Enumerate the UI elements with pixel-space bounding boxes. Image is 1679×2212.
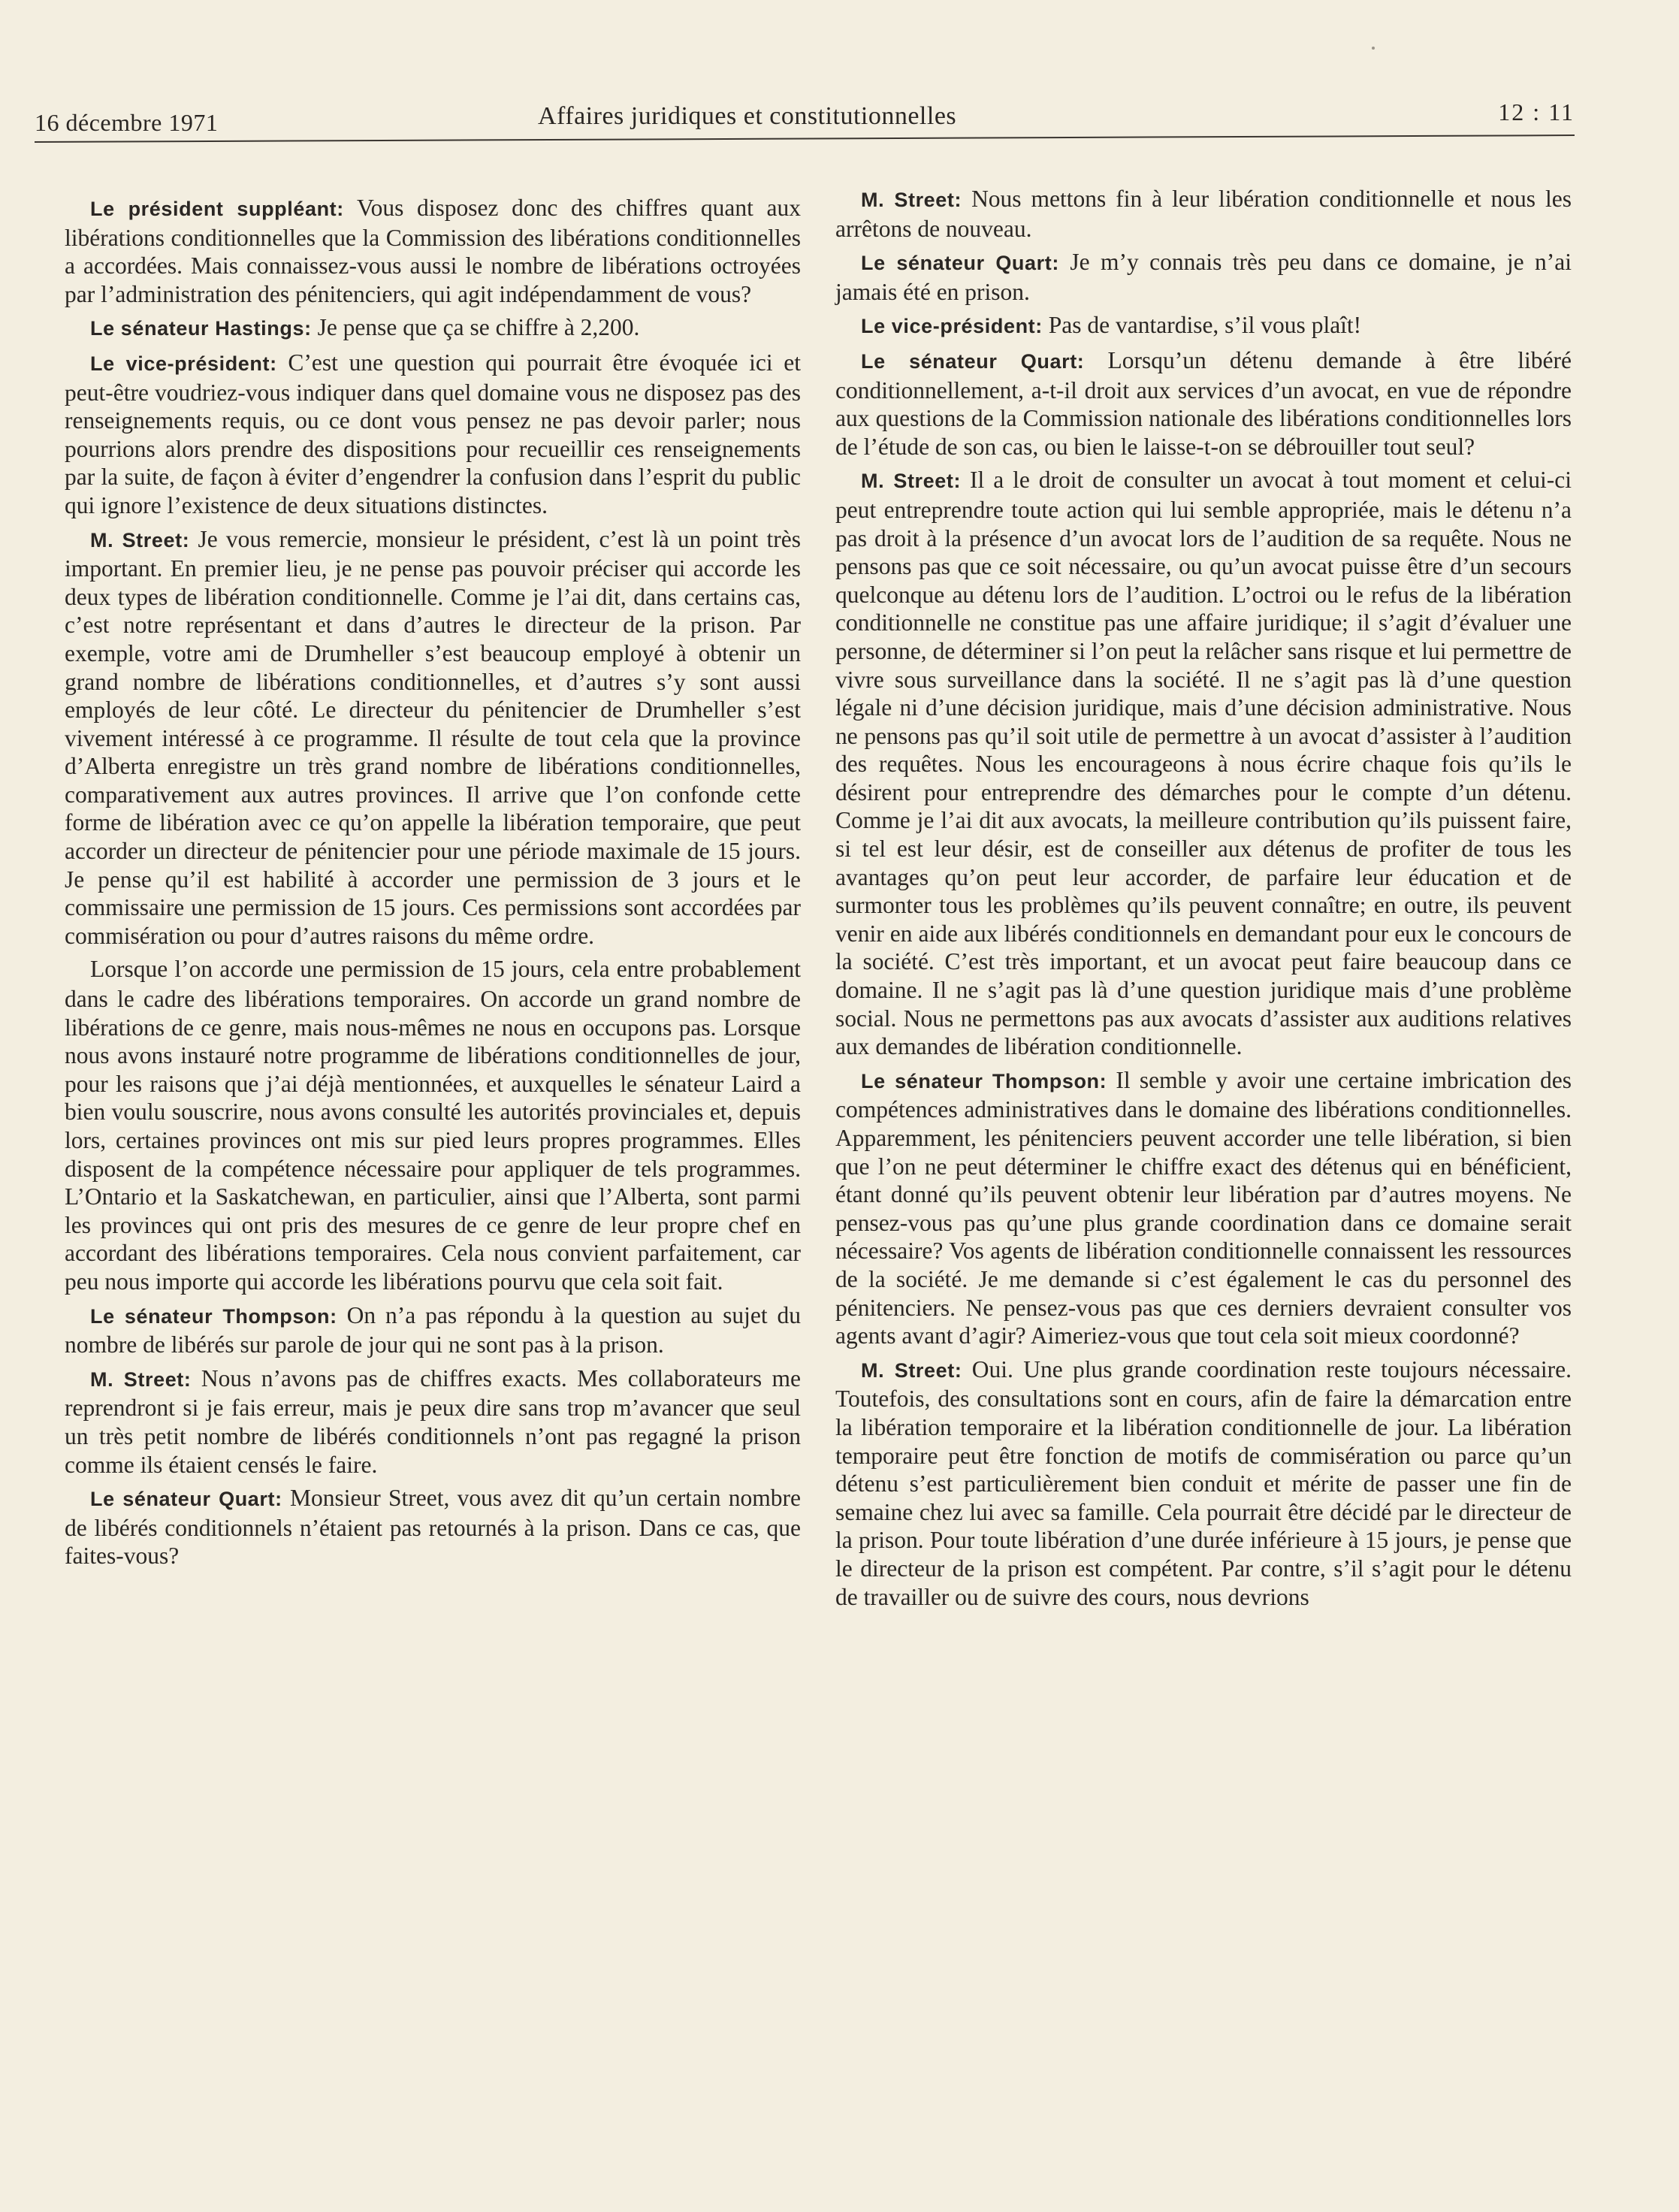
- speech-text: Pas de vantardise, s’il vous plaît!: [1042, 312, 1362, 339]
- speech-text: Je m’y connais très peu dans ce domaine, je n’ai jamais été en prison.: [835, 249, 1572, 305]
- speaker-name: Le sénateur Thompson:: [90, 1304, 337, 1328]
- speech-text: Nous n’avons pas de chiffres exacts. Mes collaborateurs me reprendront si je fais erreur, mais je peux dire sans trop m’avancer que seul un très petit nombre de libérés conditionnels n’ont pas regagné la prison comme ils étaient censés le faire.: [65, 1364, 801, 1478]
- paragraph: [835, 1355, 1572, 1611]
- speech-text: Monsieur Street, vous avez dit qu’un certain nombre de libérés conditionnels n’étaient pas retournés à la prison. Dans ce cas, que faites-vous?: [65, 1485, 801, 1570]
- speech-text: Je pense que ça se chiffre à 2,200.: [311, 314, 640, 341]
- paragraph: [65, 955, 801, 1295]
- header-rule: [35, 134, 1575, 143]
- paragraph: [65, 1301, 801, 1359]
- speech-text: Vous disposez donc des chiffres quant aux libérations conditionnelles que la Commission des libérations conditionnelles a accordées. Mais connaissez-vous aussi le nombre de libérations octroyées par l’administration des pénitenciers, qui agit indépendamment de vous?: [65, 195, 802, 307]
- speaker-name: Le sénateur Quart:: [90, 1488, 282, 1511]
- speech-text: Lorsque l’on accorde une permission de 15 jours, cela entre probablement dans le cadre des libérations temporaires. On accorde un grand nombre de libérations de ce genre, mais nous-mêmes ne nous en occupons pas. Lorsque nous avons instauré notre programme de libérations conditionnelles de jour, pour les raisons que j’ai déjà mentionnées, et auxquelles le sénateur Laird a bien voulu souscrire, nous avons consulté les autorités provinciales et, depuis lors, certaines provinces ont mis sur pied leurs propres programmes. Elles disposent de la compétence nécessaire pour appliquer de tels programmes. L’Ontario et la Saskatchewan, en particulier, ainsi que l’Alberta, sont parmi les provinces qui ont pris des mesures de ce genre de leur propre chef en accordant des libérations temporaires. Cela nous convient parfaitement, car peu nous importe qui accorde les libérations pourvu que cela soit fait.: [65, 956, 801, 1295]
- paragraph: [65, 349, 801, 520]
- paragraph: [65, 1484, 801, 1570]
- speaker-name: Le sénateur Quart:: [861, 252, 1059, 275]
- speaker-name: M. Street:: [861, 189, 962, 211]
- left-column: [65, 194, 801, 1576]
- speaker-name: Le sénateur Thompson:: [861, 1069, 1107, 1092]
- speaker-name: M. Street:: [861, 470, 962, 493]
- speech-text: Il a le droit de consulter un avocat à tout moment et celui-ci peut entreprendre toute action qui lui semble appropriée, mais le détenu n’a pas droit à la présence d’un avocat lors de l’audition de sa requête. Nous ne pensons pas que ce soit nécessaire, ou qu’un avocat puisse être d’un secours quelconque au détenu lors de l’audition. L’octroi ou le refus de la libération conditionnelle ne constitue pas une affaire juridique; il s’agit d’évaluer une personne, de déterminer si l’on peut la relâcher sans risque et lui permettre de vivre sous surveillance dans la société. Il ne s’agit pas là d’une question légale ni d’une décision juridique, mais d’une décision administrative. Nous ne pensons pas qu’il soit utile de permettre à un avocat d’assister à l’audition des requêtes. Nous les encourageons à nous écrire chaque fois qu’ils le désirent pour entreprendre des démarches pour le compte d’un détenu. Comme je l’ai dit aux avocats, la meilleure contribution qu’ils puissent faire, si tel est leur désir, est de conseiller aux détenus de profiter de tous les avantages qu’on peut leur accorder, de parfaire leur éducation et de surmonter tous les problèmes qu’ils peuvent connaître; en outre, ils peuvent venir en aide aux libérés conditionnels en demandant pour eux le concours de la société. C’est très important, et un avocat peut faire beaucoup dans ce domaine. Il ne s’agit pas là d’une question juridique mais d’une problème social. Nous ne permettons pas aux avocats d’assister aux auditions relatives aux demandes de libération conditionnelle.: [835, 467, 1572, 1060]
- paragraph: [65, 194, 801, 308]
- speech-text: Je vous remercie, monsieur le président, c’est là un point très important. En premier lieu, je ne pense pas pouvoir préciser qui accorde les deux types de libération conditionnelle. Comme je l’ai dit, dans certains cas, c’est notre représentant et dans d’autres le directeur de la prison. Par exemple, votre ami de Drumheller s’est beaucoup employé à obtenir un grand nombre de libérations conditionnelles, et d’autres s’y sont aussi employés de leur côté. Le directeur du pénitencier de Drumheller s’est vivement intéressé à ce programme. Il résulte de tout cela que la province d’Alberta enregistre un très grand nombre de libérations conditionnelles, comparativement aux autres provinces. Il arrive que l’on confonde cette forme de libération avec ce qu’on appelle la libération temporaire, que peut accorder un directeur de pénitencier pour une période maximale de 15 jours. Je pense qu’il est habilité à accorder une permission de 3 jours et le commissaire une permission de 15 jours. Ces permissions sont accordées par commisération ou pour d’autres raisons du même ordre.: [65, 525, 801, 949]
- speech-text: Oui. Une plus grande coordination reste toujours nécessaire. Toutefois, des consultations sont en cours, afin de faire la démarcation entre la libération temporaire et la libération conditionnelle de jour. La libération temporaire peut être fonction de motifs de commisération ou parce qu’un détenu s’est particulièrement bien conduit et mérite de passer une fin de semaine chez lui avec sa famille. Cela pourrait être décidé par le directeur de la prison. Pour toute libération d’une durée inférieure à 15 jours, je pense que le directeur de la prison est compétent. Par contre, s’il s’agit pour le détenu de travailler ou de suivre des cours, nous devrions: [835, 1355, 1572, 1610]
- speech-text: Lorsqu’un détenu demande à être libéré conditionnellement, a-t-il droit aux services d’un avocat, en vue de répondre aux questions de la Commission nationale des libérations conditionnelles lors de l’étude de son cas, ou bien le laisse-t-on se débrouiller tout seul?: [835, 346, 1572, 460]
- speaker-name: Le vice-président:: [90, 352, 277, 375]
- speech-text: Il semble y avoir une certaine imbrication des compétences administratives dans le domaine des libérations conditionnelles. Apparemment, les pénitenciers peuvent accorder une telle libération, si bien que l’on ne peut déterminer le chiffre exact des détenus qui en bénéficient, étant donné qu’ils peuvent obtenir leur libération par d’autres moyens. Ne pensez-vous pas qu’une plus grande coordination dans ce domaine serait nécessaire? Vos agents de libération conditionnelle connaissent les ressources de la société. Je me demande si c’est également le cas du personnel des pénitenciers. Ne pensez-vous pas que ces derniers devraient consulter vos agents avant d’agir? Aimeriez-vous que tout cela soit mieux coordonné?: [835, 1066, 1572, 1349]
- paragraph: [835, 248, 1572, 306]
- paragraph: [835, 346, 1572, 461]
- speaker-name: M. Street:: [90, 528, 190, 551]
- page-number: 12 : 11: [1498, 98, 1575, 125]
- paragraph: [65, 1364, 801, 1479]
- speaker-name: M. Street:: [861, 1358, 962, 1382]
- paragraph: [65, 525, 801, 950]
- paper-speck: [1372, 47, 1375, 50]
- paragraph: [835, 466, 1572, 1060]
- header-title: Affaires juridiques et constitutionnelles: [538, 102, 957, 130]
- paragraph: [835, 311, 1572, 341]
- running-header: [35, 98, 1575, 143]
- speech-text: Nous mettons fin à leur libération conditionnelle et nous les arrêtons de nouveau.: [835, 186, 1572, 242]
- speaker-name: Le président suppléant:: [90, 198, 344, 220]
- right-column: [835, 185, 1572, 1616]
- speech-text: On n’a pas répondu à la question au sujet du nombre de libérés sur parole de jour qui ne sont pas à la prison.: [65, 1301, 801, 1358]
- speaker-name: Le sénateur Quart:: [861, 349, 1085, 373]
- paragraph: [835, 1066, 1572, 1350]
- speaker-name: Le sénateur Hastings:: [90, 317, 312, 340]
- speech-text: C’est une question qui pourrait être évoquée ici et peut-être voudriez-vous indiquer dans quel domaine vous ne disposez pas des renseignements requis, ou ce dont vous pensez ne pas devoir parler; nous pourrions alors prendre des dispositions pour recueillir ces renseignements par la suite, de façon à éviter d’engendrer la confusion dans l’esprit du public qui ignore l’existence de deux situations distinctes.: [65, 349, 802, 518]
- header-date: 16 décembre 1971: [35, 109, 219, 136]
- paragraph: [835, 185, 1572, 243]
- paragraph: [65, 313, 801, 343]
- speaker-name: Le vice-président:: [861, 315, 1043, 338]
- speaker-name: M. Street:: [90, 1367, 192, 1391]
